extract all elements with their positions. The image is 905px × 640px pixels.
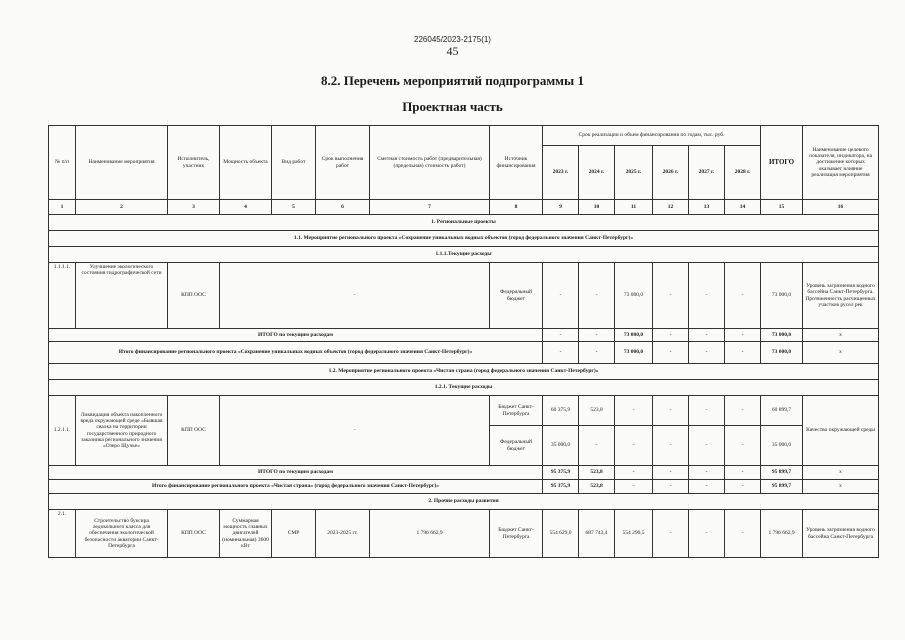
subtotal-value: - <box>653 329 689 342</box>
col-number: 8 <box>490 200 543 215</box>
section-header: 1.1.1.Текущие расходы <box>49 247 879 263</box>
subtotal-value: - <box>615 466 653 480</box>
header-work-type: Вид работ <box>272 126 316 200</box>
col-number: 7 <box>370 200 490 215</box>
subtotal-total: 95 899,7 <box>761 466 803 480</box>
col-number: 13 <box>689 200 725 215</box>
project-total-value: - <box>689 480 725 494</box>
header-total: ИТОГО <box>761 126 803 200</box>
table-row <box>49 396 879 426</box>
header-year: 2023 г. <box>543 146 579 200</box>
project-total-value: - <box>725 342 761 364</box>
project-total-label: Итого финансирование регионального проекта «Чистая страна» (город федерального значения Санкт-Петербург)» <box>49 480 543 494</box>
row-value: - <box>615 396 653 426</box>
project-total-value: 523,8 <box>579 480 615 494</box>
row-value: - <box>615 426 653 466</box>
col-number: 4 <box>220 200 272 215</box>
subtotal-value: 523,8 <box>579 466 615 480</box>
section-header: 1.1. Мероприятие регионального проекта «Сохранение уникальных водных объектов (город федерального значения Санкт-Петербург)» <box>49 231 879 247</box>
subtotal-value: - <box>725 329 761 342</box>
row-source: Федеральный бюджет <box>490 263 543 329</box>
row-value: - <box>725 426 761 466</box>
row-source: Федеральный бюджет <box>490 426 543 466</box>
row-indicator: Качество окружающей среды <box>803 396 879 466</box>
project-total-row <box>49 342 879 364</box>
header-years-group: Срок реализации и объем финансирования по годам, тыс. руб. <box>543 126 761 146</box>
subtotal-indicator: х <box>803 329 879 342</box>
subtotal-value: - <box>689 329 725 342</box>
header-capacity: Мощность объекта <box>220 126 272 200</box>
subtotal-total: 73 000,0 <box>761 329 803 342</box>
page-number: 45 <box>446 44 459 58</box>
col-number: 2 <box>76 200 168 215</box>
row-total: 73 000,0 <box>761 263 803 329</box>
header-source: Источник финансирования <box>490 126 543 200</box>
row-name: Ликвидация объекта накопленного вреда окружающей среде «Бывшая свалка на территории государственного природного заказника регионального значения «Озеро Щучье» <box>76 396 168 466</box>
row-value: - <box>725 510 761 558</box>
row-name: Строительство буксира ледокольного класса для обеспечения экологической безопасности акватории Санкт-Петербурга <box>76 510 168 558</box>
row-cost: 1 796 662,9 <box>370 510 490 558</box>
project-total-value: - <box>689 342 725 364</box>
subtotal-label: ИТОГО по текущим расходам <box>49 466 543 480</box>
subtotal-value: - <box>543 329 579 342</box>
project-total-indicator: х <box>803 342 879 364</box>
row-work-type: СМР <box>272 510 316 558</box>
subtotal-row <box>49 329 879 342</box>
row-value: - <box>689 426 725 466</box>
row-total: 1 796 662,9 <box>761 510 803 558</box>
row-executor: КПП ООС <box>168 510 220 558</box>
row-value: 554 290,5 <box>615 510 653 558</box>
row-num: 1.1.1.1. <box>49 263 76 329</box>
row-period: 2023-2025 гг. <box>316 510 370 558</box>
document-number: 226045/2023-2175(1) <box>414 35 491 44</box>
header-name: Наименование мероприятия <box>76 126 168 200</box>
col-number: 5 <box>272 200 316 215</box>
row-value: - <box>653 510 689 558</box>
section-subtitle: Проектная часть <box>402 99 503 114</box>
header-num: № п/п <box>49 126 76 200</box>
header-executor: Исполнитель, участник <box>168 126 220 200</box>
row-value: 687 743,4 <box>579 510 615 558</box>
row-name: Улучшение экологического состояния гидрографической сети <box>76 263 168 329</box>
row-cost: - <box>220 263 490 329</box>
header-row <box>49 126 879 146</box>
col-number: 12 <box>653 200 689 215</box>
row-num: 1.2.1.1. <box>49 396 76 466</box>
row-cost: - <box>220 396 490 466</box>
col-number: 11 <box>615 200 653 215</box>
subtotal-label: ИТОГО по текущим расходам <box>49 329 543 342</box>
table-row <box>49 510 879 558</box>
subtotal-indicator: х <box>803 466 879 480</box>
row-indicator: Уровень загрязнения водного бассейна Санкт-Петербурга. Протяженность расчищенных участков русел рек <box>803 263 879 329</box>
header-period: Срок выполнения работ <box>316 126 370 200</box>
row-value: - <box>689 263 725 329</box>
project-total-value: 95 375,9 <box>543 480 579 494</box>
project-total-value: 73 000,0 <box>615 342 653 364</box>
section-header: 1. Региональные проекты <box>49 215 879 231</box>
header-year: 2027 г. <box>689 146 725 200</box>
row-value: 523,8 <box>579 396 615 426</box>
row-source: Бюджет Санкт-Петербурга <box>490 396 543 426</box>
row-executor: КПП ООС <box>168 396 220 466</box>
project-total-indicator: х <box>803 480 879 494</box>
subtotal-row <box>49 466 879 480</box>
row-value: - <box>689 396 725 426</box>
col-number: 10 <box>579 200 615 215</box>
row-value: 35 000,0 <box>543 426 579 466</box>
project-total-value: - <box>579 342 615 364</box>
header-year: 2025 г. <box>615 146 653 200</box>
subtotal-value: - <box>653 466 689 480</box>
subtotal-value: - <box>579 329 615 342</box>
row-value: - <box>579 263 615 329</box>
row-value: - <box>689 510 725 558</box>
project-total-value: - <box>653 480 689 494</box>
row-value: 73 000,0 <box>615 263 653 329</box>
header-year: 2026 г. <box>653 146 689 200</box>
section-title: 8.2. Перечень мероприятий подпрограммы 1 <box>321 73 584 88</box>
header-year: 2024 г. <box>579 146 615 200</box>
table-row <box>49 263 879 329</box>
project-total-value: - <box>725 480 761 494</box>
project-total-value: - <box>653 342 689 364</box>
row-value: 554 629,0 <box>543 510 579 558</box>
project-total-value: - <box>615 480 653 494</box>
subtotal-value: - <box>725 466 761 480</box>
project-total-label: Итого финансирование регионального проекта «Сохранение уникальных водных объектов (город федерального значения Санкт-Петербург)» <box>49 342 543 364</box>
subtotal-value: - <box>689 466 725 480</box>
col-number: 15 <box>761 200 803 215</box>
col-number: 16 <box>803 200 879 215</box>
col-number: 3 <box>168 200 220 215</box>
project-total-total: 73 000,0 <box>761 342 803 364</box>
header-cost: Сметная стоимость работ (предварительная) (предельная) стоимость работ) <box>370 126 490 200</box>
section-header: 1.2. Мероприятие регионального проекта «Чистая страна (город федерального значения Санкт-Петербург)» <box>49 364 879 380</box>
col-number: 1 <box>49 200 76 215</box>
col-number: 14 <box>725 200 761 215</box>
row-value: - <box>725 263 761 329</box>
subtotal-value: 73 000,0 <box>615 329 653 342</box>
row-value: 60 375,9 <box>543 396 579 426</box>
project-total-total: 95 899,7 <box>761 480 803 494</box>
column-numbers-row <box>49 200 879 215</box>
col-number: 6 <box>316 200 370 215</box>
section-header: 1.2.1. Текущие расходы <box>49 380 879 396</box>
row-total: 35 000,0 <box>761 426 803 466</box>
row-value: - <box>653 396 689 426</box>
row-num: 2.1. <box>49 510 76 558</box>
row-value: - <box>543 263 579 329</box>
row-value: - <box>579 426 615 466</box>
row-capacity: Суммарная мощность главных двигателей (номинальная) 3600 кВт <box>220 510 272 558</box>
row-value: - <box>725 396 761 426</box>
row-total: 60 899,7 <box>761 396 803 426</box>
section-header: 2. Прочие расходы развития <box>49 494 879 510</box>
row-value: - <box>653 426 689 466</box>
project-total-row <box>49 480 879 494</box>
row-source: Бюджет Санкт-Петербурга <box>490 510 543 558</box>
row-indicator: Уровень загрязнения водного бассейна Санкт-Петербурга <box>803 510 879 558</box>
header-year: 2028 г. <box>725 146 761 200</box>
project-total-value: - <box>543 342 579 364</box>
row-executor: КПП ООС <box>168 263 220 329</box>
header-indicator: Наименование целевого показателя, индикатора, на достижение которых оказывает влияние реализация мероприятия <box>803 126 879 200</box>
measures-table <box>48 125 879 558</box>
col-number: 9 <box>543 200 579 215</box>
subtotal-value: 95 375,9 <box>543 466 579 480</box>
row-value: - <box>653 263 689 329</box>
